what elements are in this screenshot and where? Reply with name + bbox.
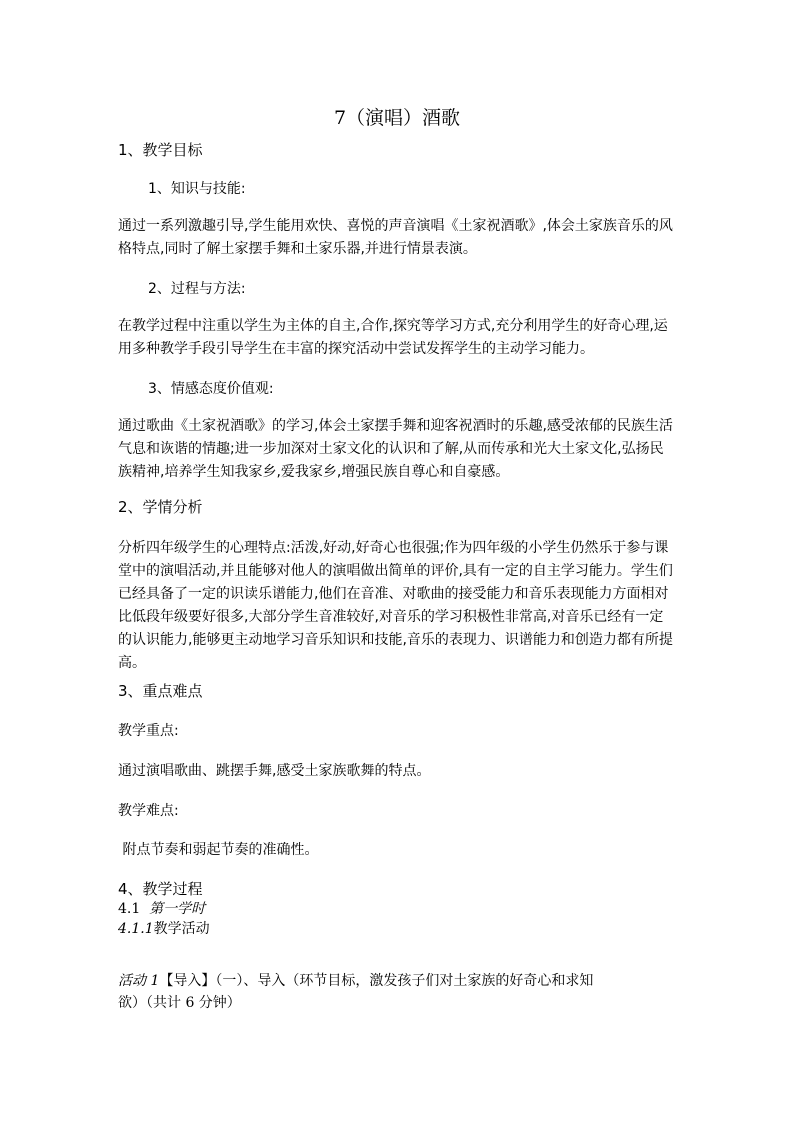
activity-line <box>118 970 678 992</box>
paragraph-line: 通过一系列激趣引导,学生能用欢快、喜悦的声音演唱《土家祝酒歌》,体会土家族音乐的风 <box>118 218 673 234</box>
paragraph-line: 在教学过程中注重以学生为主体的自主,合作,探究等学习方式,充分利用学生的好奇心理,运 <box>118 318 668 334</box>
key-points-text: 通过演唱歌曲、跳摆手舞,感受土家族歌舞的特点。 <box>118 763 431 779</box>
paragraph-line: 分析四年级学生的心理特点:活泼,好动,好奇心也很强;作为四年级的小学生仍然乐于参与课 <box>118 540 669 556</box>
subsection-4-1-1 <box>118 919 210 939</box>
paragraph-line: 族精神,培养学生知我家乡,爱我家乡,增强民族自尊心和自豪感。 <box>118 464 510 480</box>
section-1-heading: 1、教学目标 <box>118 141 203 159</box>
document-title: 7（演唱）酒歌 <box>333 107 461 129</box>
key-points-label: 教学重点: <box>118 723 179 739</box>
paragraph-line: 高。 <box>118 655 146 671</box>
subsection-attitude-text <box>118 415 678 484</box>
paragraph-line: 的认识能力,能够更主动地学习音乐知识和技能,音乐的表现力、识谱能力和创造力都有所提 <box>118 632 673 648</box>
paragraph-line: 用多种教学手段引导学生在丰富的探究活动中尝试发挥学生的主动学习能力。 <box>118 341 594 357</box>
subsection-number: 4.1 <box>118 901 141 917</box>
section-2-heading: 2、学情分析 <box>118 498 203 516</box>
subsection-knowledge-text <box>118 215 678 261</box>
activity-line: 欲）（共计 6 分钟） <box>118 995 241 1011</box>
subsection-process-text <box>118 315 678 361</box>
subsection-attitude-heading: 3、情感态度价值观: <box>148 381 274 397</box>
activity-1 <box>118 970 678 1014</box>
paragraph-line: 比低段年级要好很多,大部分学生音准较好,对音乐的学习积极性非常高,对音乐已经有一定 <box>118 609 664 625</box>
paragraph-line: 已经具备了一定的识读乐谱能力,他们在音准、对歌曲的接受能力和音乐表现能力方面相对 <box>118 586 669 602</box>
paragraph-line: 堂中的演唱活动,并且能够对他人的演唱做出简单的评价,具有一定的自主学习能力。学生们 <box>118 563 673 579</box>
section-4-heading: 4、教学过程 <box>118 880 203 898</box>
paragraph-line: 通过歌曲《土家祝酒歌》的学习,体会土家摆手舞和迎客祝酒时的乐趣,感受浓郁的民族生活 <box>118 418 673 434</box>
paragraph-line: 格特点,同时了解土家摆手舞和土家乐器,并进行情景表演。 <box>118 241 477 257</box>
subsection-4-1 <box>118 899 205 919</box>
paragraph-line: 气息和诙谐的情趣;进一步加深对土家文化的认识和了解,从而传承和光大土家文化,弘扬民 <box>118 441 664 457</box>
difficulties-label: 教学难点: <box>118 803 179 819</box>
subsection-title: 第一学时 <box>149 901 206 917</box>
activity-label: 活动 1 <box>118 973 160 989</box>
activity-text: 【导入】（一）、导入（环节目标，激发孩子们对土家族的好奇心和求知 <box>159 973 594 989</box>
difficulties-text: 附点节奏和弱起节奏的准确性。 <box>118 842 319 858</box>
section-2-text <box>118 537 678 675</box>
subsection-process-heading: 2、过程与方法: <box>148 281 246 297</box>
subsection-knowledge-heading: 1、知识与技能: <box>148 181 246 197</box>
subsection-title: 教学活动 <box>153 921 210 937</box>
subsection-number: 4.1.1 <box>118 921 154 937</box>
section-3-heading: 3、重点难点 <box>118 682 203 700</box>
